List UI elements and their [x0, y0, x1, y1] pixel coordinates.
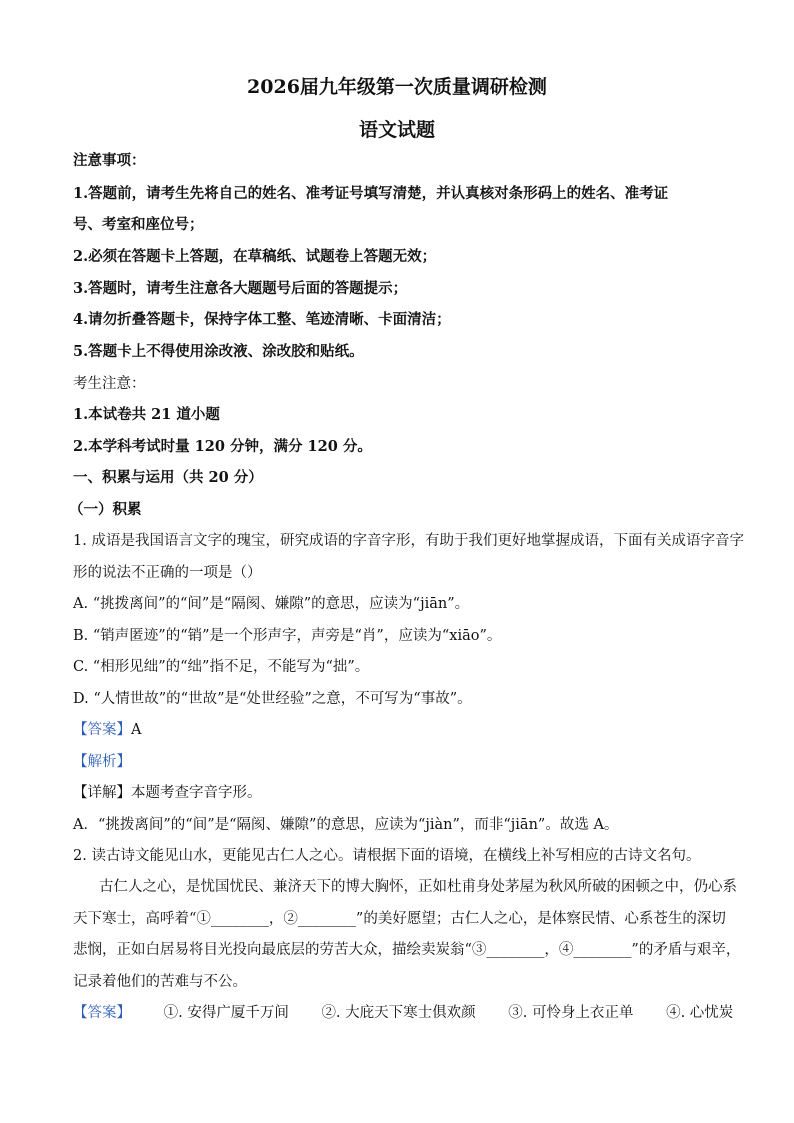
q1-explanation: A．“挑拨离间”的“间”是“隔阂、嫌隙”的意思，应读为“jiàn”，而非“jiān”。故选 A。 — [73, 817, 619, 833]
q2-answer-3: ③. 可怜身上衣正单 — [508, 1005, 634, 1021]
q1-stem-line-2: 形的说法不正确的一项是（） — [73, 565, 262, 581]
candidate-heading: 考生注意： — [73, 376, 146, 392]
q2-answer — [73, 1003, 733, 1023]
q2-answer-label: 【答案】 — [73, 1005, 131, 1021]
q2-para-line-4: 记录着他们的苦难与不公。 — [73, 974, 247, 990]
section-heading: 一、积累与运用（共 20 分） — [73, 469, 263, 486]
q2-para-line-3: 悲悯，正如白居易将目光投向最底层的劳苦大众，描绘卖炭翁“③________，④________”的矛盾与艰辛， — [73, 942, 741, 958]
exam-subtitle: 语文试题 — [358, 119, 435, 141]
notice-heading: 注意事项： — [73, 152, 146, 169]
q2-answer-4: ④. 心忧炭 — [666, 1005, 734, 1021]
subsection-heading: （一）积累 — [69, 501, 142, 518]
q1-option-a: A. “挑拨离间”的“间”是“隔阂、嫌隙”的意思，应读为“jiān”。 — [73, 596, 470, 612]
notice-item-3: 3.答题时，请考生注意各大题题号后面的答题提示； — [73, 280, 408, 297]
q2-stem: 2. 读古诗文能见山水，更能见古仁人之心。请根据下面的语境，在横线上补写相应的古诗文名句。 — [73, 848, 701, 864]
answer-label: 【答案】 — [73, 722, 131, 738]
q1-detail — [73, 783, 262, 803]
q1-option-b: B. “销声匿迹”的“销”是一个形声字，声旁是“肖”，应读为“xiāo”。 — [73, 628, 502, 644]
q1-option-d: D. “人情世故”的“世故”是“处世经验”之意，不可写为“事故”。 — [73, 691, 472, 707]
detail-text: 本题考查字音字形。 — [131, 785, 262, 801]
q1-answer — [73, 720, 141, 740]
analysis-label: 【解析】 — [73, 754, 131, 770]
exam-title: 2026届九年级第一次质量调研检测 — [247, 76, 547, 98]
notice-item-4: 4.请勿折叠答题卡，保持字体工整、笔迹清晰、卡面清洁； — [73, 311, 451, 328]
detail-label: 【详解】 — [73, 785, 131, 801]
candidate-item-2: 2.本学科考试时量 120 分钟，满分 120 分。 — [73, 438, 372, 455]
notice-item-1-cont: 号、考室和座位号； — [73, 216, 204, 233]
q1-stem-line-1: 1. 成语是我国语言文字的瑰宝，研究成语的字音字形，有助于我们更好地掌握成语，下面有关成语字音字 — [73, 533, 744, 549]
q2-para-line-1: 古仁人之心，是忧国忧民、兼济天下的博大胸怀，正如杜甫身处茅屋为秋风所破的困顿之中，仍心系 — [99, 879, 737, 895]
notice-item-1: 1.答题前，请考生先将自己的姓名、准考证号填写清楚，并认真核对条形码上的姓名、准考证 — [73, 185, 669, 202]
candidate-item-1: 1.本试卷共 21 道小题 — [73, 406, 220, 423]
notice-item-5: 5.答题卡上不得使用涂改液、涂改胶和贴纸。 — [73, 343, 364, 360]
notice-item-2: 2.必须在答题卡上答题，在草稿纸、试题卷上答题无效； — [73, 248, 437, 265]
q1-option-c: C. “相形见绌”的“绌”指不足，不能写为“拙”。 — [73, 659, 370, 675]
q2-answer-2: ②. 大庇天下寒士俱欢颜 — [321, 1005, 476, 1021]
answer-value: A — [131, 722, 142, 738]
q2-para-line-2: 天下寒士，高呼着“①________，②________”的美好愿望；古仁人之心，是体察民情、心系苍生的深切 — [73, 911, 726, 927]
q2-answer-1: ①. 安得广厦千万间 — [163, 1005, 289, 1021]
